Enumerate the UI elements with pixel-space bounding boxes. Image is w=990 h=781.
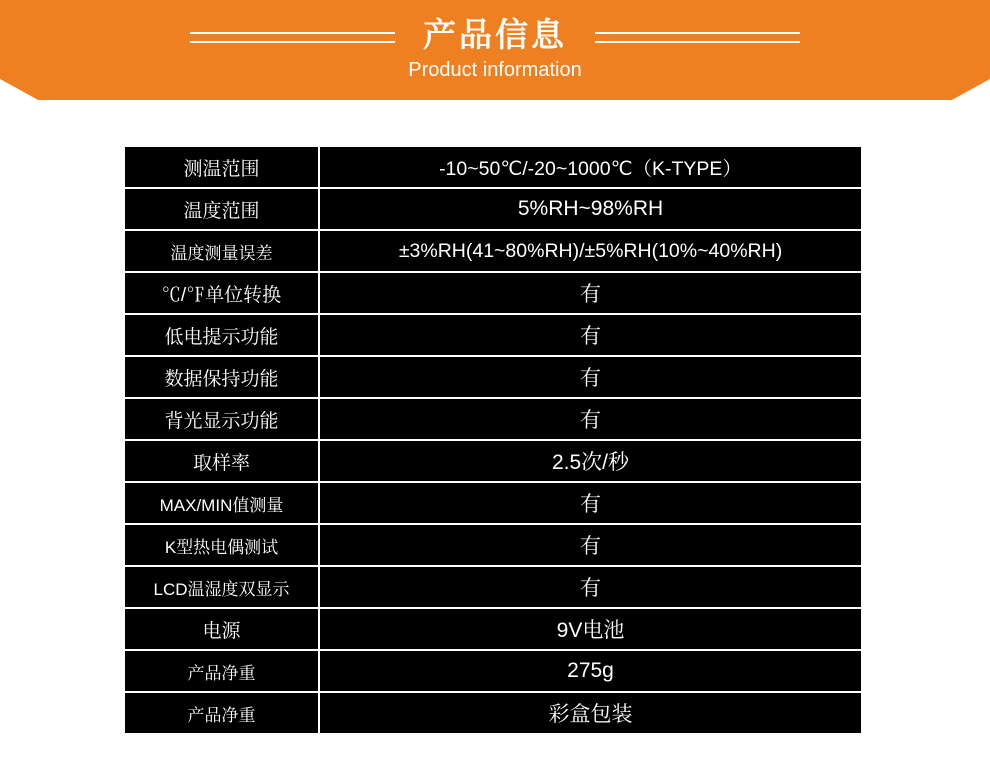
page-title: 产品信息 <box>423 16 567 53</box>
spec-label: 取样率 <box>125 441 320 481</box>
banner-notch-right-icon <box>950 79 990 100</box>
spec-value: 有 <box>320 273 861 313</box>
spec-label: 产品净重 <box>125 651 320 691</box>
spec-label: 数据保持功能 <box>125 357 320 397</box>
spec-value: 有 <box>320 399 861 439</box>
spec-value: 有 <box>320 525 861 565</box>
table-row <box>125 231 861 271</box>
specification-table <box>125 145 861 735</box>
table-row <box>125 357 861 397</box>
spec-value: 有 <box>320 357 861 397</box>
table-row <box>125 147 861 187</box>
table-row <box>125 315 861 355</box>
table-row <box>125 651 861 691</box>
spec-value: 有 <box>320 483 861 523</box>
table-row <box>125 483 861 523</box>
table-row <box>125 609 861 649</box>
spec-value: 275g <box>320 651 861 691</box>
spec-label: 测温范围 <box>125 147 320 187</box>
spec-label: 电源 <box>125 609 320 649</box>
spec-label: K型热电偶测试 <box>125 525 320 565</box>
table-row <box>125 189 861 229</box>
page-header-banner <box>0 0 990 100</box>
table-row <box>125 273 861 313</box>
table-row <box>125 441 861 481</box>
spec-label: 温度测量误差 <box>125 231 320 271</box>
spec-label: MAX/MIN值测量 <box>125 483 320 523</box>
spec-value: -10~50℃/-20~1000℃（K-TYPE） <box>320 147 861 187</box>
table-row <box>125 399 861 439</box>
table-row <box>125 567 861 607</box>
spec-label: 温度范围 <box>125 189 320 229</box>
table-row <box>125 525 861 565</box>
table-row <box>125 693 861 733</box>
spec-value: 9V电池 <box>320 609 861 649</box>
spec-value: 彩盒包装 <box>320 693 861 733</box>
spec-value: 有 <box>320 315 861 355</box>
banner-content <box>0 0 990 100</box>
spec-label: 低电提示功能 <box>125 315 320 355</box>
banner-notch-left-icon <box>0 79 40 100</box>
specification-table-wrapper <box>125 145 845 735</box>
spec-label: 背光显示功能 <box>125 399 320 439</box>
page-subtitle: Product information <box>408 59 582 81</box>
spec-label: LCD温湿度双显示 <box>125 567 320 607</box>
spec-label: ℃/℉单位转换 <box>125 273 320 313</box>
spec-label: 产品净重 <box>125 693 320 733</box>
spec-value: ±3%RH(41~80%RH)/±5%RH(10%~40%RH) <box>320 231 861 271</box>
spec-value: 2.5次/秒 <box>320 441 861 481</box>
spec-value: 5%RH~98%RH <box>320 189 861 229</box>
spec-value: 有 <box>320 567 861 607</box>
